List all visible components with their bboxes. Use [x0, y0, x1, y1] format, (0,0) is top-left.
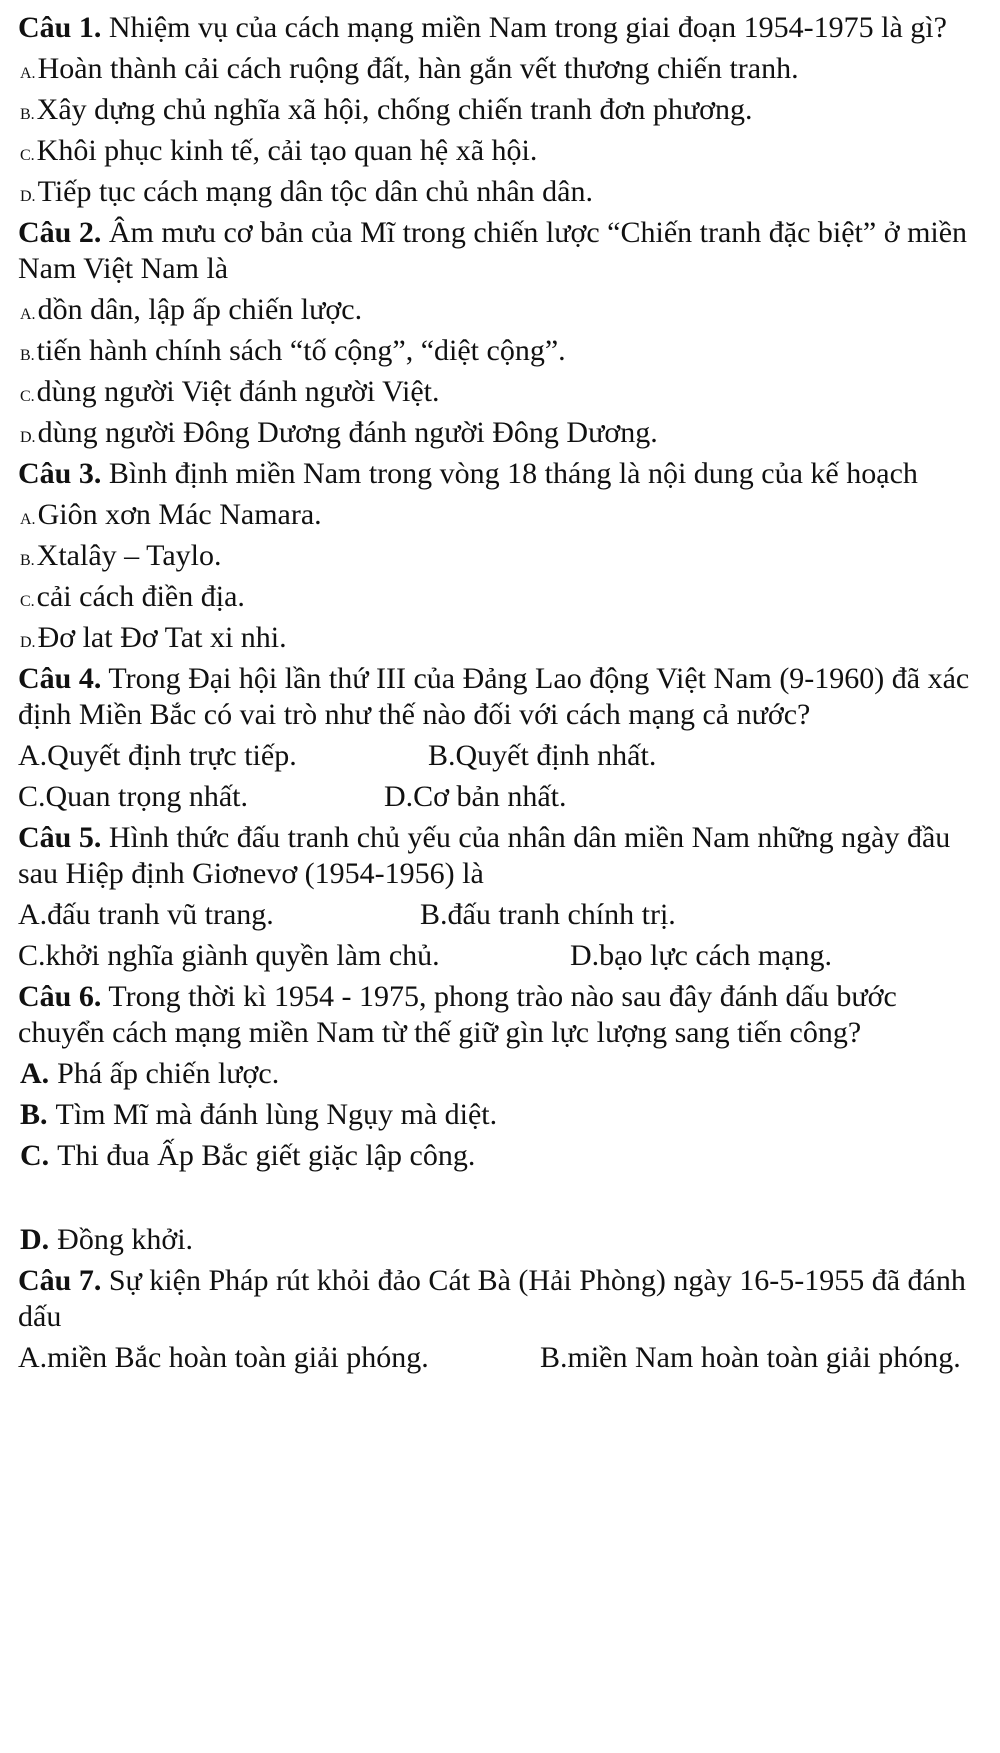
- option-label: B.: [20, 1098, 48, 1131]
- option-b: [540, 1341, 961, 1374]
- option-b: [20, 333, 986, 369]
- option-a: [20, 51, 986, 87]
- option-d: [20, 415, 986, 451]
- option-text: dùng người Đông Dương đánh người Đông Dương.: [37, 416, 658, 449]
- option-text: miền Bắc hoàn toàn giải phóng.: [47, 1341, 429, 1374]
- option-c: [20, 374, 986, 410]
- option-text: đấu tranh chính trị.: [447, 898, 676, 931]
- question-2-stem: [18, 215, 986, 287]
- option-c: [18, 938, 570, 974]
- option-c: [20, 579, 986, 615]
- option-c: [20, 1138, 986, 1174]
- question-number: Câu 1.: [18, 11, 102, 44]
- options-row-1: [18, 897, 986, 933]
- question-2: [18, 215, 986, 451]
- option-d: [384, 779, 567, 815]
- option-text: khởi nghĩa giành quyền làm chủ.: [45, 939, 440, 972]
- option-b: [20, 92, 986, 128]
- option-b: [20, 1097, 986, 1133]
- question-3-stem: [18, 456, 986, 492]
- question-number: Câu 6.: [18, 980, 102, 1013]
- option-text: Xtalây – Taylo.: [36, 539, 222, 572]
- option-a: [18, 1340, 540, 1376]
- question-number: Câu 3.: [18, 457, 102, 490]
- option-label: D.: [20, 1223, 50, 1256]
- question-4: [18, 661, 986, 815]
- option-c: [18, 779, 384, 815]
- option-d: [20, 174, 986, 210]
- option-b: [420, 897, 676, 933]
- question-6: [18, 979, 986, 1258]
- option-label: A.: [20, 65, 36, 82]
- option-text: Tiếp tục cách mạng dân tộc dân chủ nhân dân.: [37, 175, 593, 208]
- question-text: Bình định miền Nam trong vòng 18 tháng là nội dung của kế hoạch: [101, 457, 918, 490]
- option-text: Quyết định trực tiếp.: [47, 739, 297, 772]
- options-row-1: [18, 738, 986, 774]
- option-b: [20, 538, 986, 574]
- option-label: B.: [540, 1341, 568, 1374]
- question-1: [18, 10, 986, 210]
- question-text: Âm mưu cơ bản của Mĩ trong chiến lược “Chiến tranh đặc biệt” ở miền Nam Việt Nam là: [18, 216, 968, 285]
- option-text: Giôn xơn Mác Namara.: [37, 498, 322, 531]
- option-text: Tìm Mĩ mà đánh lùng Ngụy mà diệt.: [55, 1098, 498, 1131]
- option-text: tiến hành chính sách “tố cộng”, “diệt cộng”.: [36, 334, 566, 367]
- option-a: [20, 292, 986, 328]
- option-label: C.: [20, 1139, 50, 1172]
- option-label: A.: [20, 511, 36, 528]
- question-text: Hình thức đấu tranh chủ yếu của nhân dân miền Nam những ngày đầu sau Hiệp định Giơnevơ (1954-1956) là: [18, 821, 951, 890]
- option-text: Phá ấp chiến lược.: [57, 1057, 280, 1090]
- option-label: A.: [20, 306, 36, 323]
- option-b: [428, 738, 656, 774]
- option-label: B.: [20, 106, 35, 123]
- option-text: dồn dân, lập ấp chiến lược.: [37, 293, 363, 326]
- option-label: D.: [384, 780, 414, 813]
- option-label: D.: [20, 429, 36, 446]
- option-label: A.: [18, 739, 48, 772]
- option-a: [20, 1056, 986, 1092]
- question-5-stem: [18, 820, 986, 892]
- option-text: Quan trọng nhất.: [45, 780, 248, 813]
- option-text: Cơ bản nhất.: [413, 780, 567, 813]
- option-a: [18, 738, 428, 774]
- option-label: C.: [20, 593, 35, 610]
- option-text: Khôi phục kinh tế, cải tạo quan hệ xã hội.: [36, 134, 538, 167]
- option-label: B.: [420, 898, 448, 931]
- options-row-2: [18, 779, 986, 815]
- option-a: [20, 497, 986, 533]
- option-a: [18, 897, 420, 933]
- question-4-stem: [18, 661, 986, 733]
- options-row-2: [18, 938, 986, 974]
- option-label: C.: [18, 939, 46, 972]
- question-number: Câu 5.: [18, 821, 102, 854]
- question-text: Sự kiện Pháp rút khỏi đảo Cát Bà (Hải Phòng) ngày 16-5-1955 đã đánh dấu: [18, 1264, 966, 1333]
- option-text: Xây dựng chủ nghĩa xã hội, chống chiến tranh đơn phương.: [36, 93, 753, 126]
- option-text: dùng người Việt đánh người Việt.: [36, 375, 440, 408]
- option-label: B.: [20, 552, 35, 569]
- question-1-stem: [18, 10, 986, 46]
- options-block: [18, 1340, 986, 1376]
- question-5: [18, 820, 986, 974]
- option-text: Hoàn thành cải cách ruộng đất, hàn gắn vết thương chiến tranh.: [37, 52, 799, 85]
- option-label: B.: [20, 347, 35, 364]
- question-number: Câu 4.: [18, 662, 102, 695]
- option-label: A.: [18, 898, 48, 931]
- option-text: miền Nam hoàn toàn giải phóng.: [567, 1341, 961, 1374]
- option-label: A.: [18, 1341, 48, 1374]
- option-label: B.: [428, 739, 456, 772]
- spacer: [18, 1179, 986, 1217]
- option-d: [20, 1222, 986, 1258]
- option-d: [570, 938, 832, 974]
- option-label: C.: [18, 780, 46, 813]
- option-text: Quyết định nhất.: [455, 739, 657, 772]
- option-text: bạo lực cách mạng.: [599, 939, 832, 972]
- question-number: Câu 2.: [18, 216, 102, 249]
- question-text: Trong Đại hội lần thứ III của Đảng Lao động Việt Nam (9-1960) đã xác định Miền Bắc có vai trò như thế nào đối với cách mạng cả nước?: [18, 662, 970, 731]
- option-label: D.: [20, 634, 36, 651]
- option-text: Đơ lat Đơ Tat xi nhi.: [37, 621, 287, 654]
- option-c: [20, 133, 986, 169]
- option-label: A.: [20, 1057, 50, 1090]
- question-7-stem: [18, 1263, 986, 1335]
- option-label: C.: [20, 388, 35, 405]
- question-3: [18, 456, 986, 656]
- question-7: [18, 1263, 986, 1376]
- option-label: D.: [570, 939, 600, 972]
- question-text: Trong thời kì 1954 - 1975, phong trào nào sau đây đánh dấu bước chuyển cách mạng miền Nam từ thế giữ gìn lực lượng sang tiến công?: [18, 980, 897, 1049]
- question-text: Nhiệm vụ của cách mạng miền Nam trong giai đoạn 1954-1975 là gì?: [101, 11, 947, 44]
- option-label: D.: [20, 188, 36, 205]
- option-text: Thi đua Ấp Bắc giết giặc lập công.: [57, 1139, 476, 1172]
- option-text: đấu tranh vũ trang.: [47, 898, 274, 931]
- option-label: C.: [20, 147, 35, 164]
- question-number: Câu 7.: [18, 1264, 102, 1297]
- option-text: Đồng khởi.: [57, 1223, 194, 1256]
- question-6-stem: [18, 979, 986, 1051]
- option-text: cải cách điền địa.: [36, 580, 245, 613]
- option-d: [20, 620, 986, 656]
